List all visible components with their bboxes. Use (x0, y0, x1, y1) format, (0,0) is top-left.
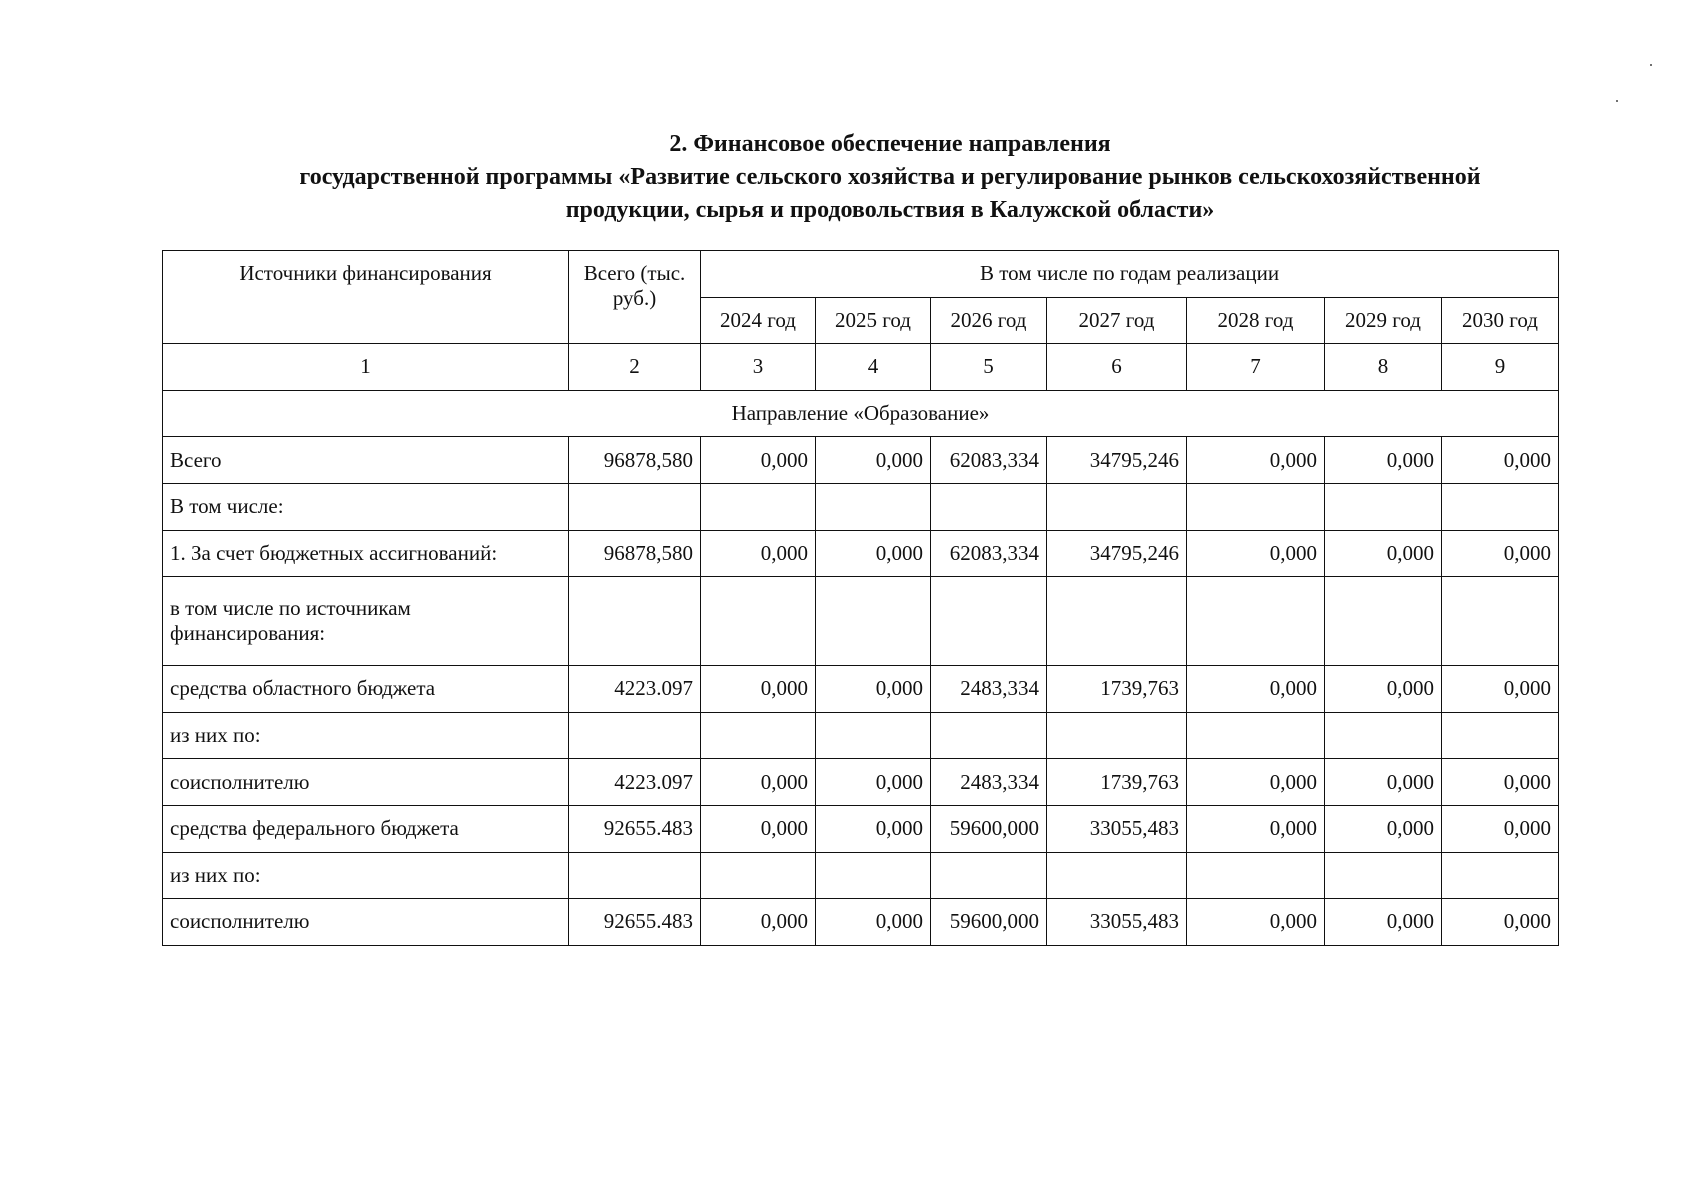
cell-2024 (701, 852, 816, 899)
column-number: 9 (1442, 344, 1559, 391)
cell-total: 92655.483 (569, 805, 701, 852)
cell-total: 96878,580 (569, 437, 701, 484)
cell-2025: 0,000 (816, 666, 931, 713)
cell-2028: 0,000 (1187, 437, 1325, 484)
section-title: Направление «Образование» (163, 390, 1559, 437)
title-line-1: 2. Финансовое обеспечение направления (669, 131, 1111, 157)
row-label: В том числе: (163, 483, 569, 530)
cell-2028 (1187, 577, 1325, 666)
cell-total (569, 577, 701, 666)
cell-2025: 0,000 (816, 437, 931, 484)
header-row-1 (163, 251, 1559, 298)
cell-2030 (1442, 852, 1559, 899)
table-row (163, 805, 1559, 852)
cell-2025: 0,000 (816, 530, 931, 577)
cell-2026: 2483,334 (931, 759, 1047, 806)
column-number: 2 (569, 344, 701, 391)
header-year: 2028 год (1187, 297, 1325, 344)
header-year: 2029 год (1325, 297, 1442, 344)
table-row (163, 759, 1559, 806)
document-title (0, 128, 1690, 227)
cell-2027: 1739,763 (1047, 666, 1187, 713)
cell-total (569, 483, 701, 530)
cell-2030: 0,000 (1442, 530, 1559, 577)
cell-2029: 0,000 (1325, 759, 1442, 806)
cell-2027: 33055,483 (1047, 805, 1187, 852)
cell-2030: 0,000 (1442, 899, 1559, 946)
cell-total: 92655.483 (569, 899, 701, 946)
cell-2028: 0,000 (1187, 666, 1325, 713)
cell-2024 (701, 577, 816, 666)
cell-2024: 0,000 (701, 666, 816, 713)
cell-2026 (931, 577, 1047, 666)
cell-2027: 34795,246 (1047, 437, 1187, 484)
row-label: 1. За счет бюджетных ассигнований: (163, 530, 569, 577)
scan-speck (1616, 100, 1618, 102)
cell-2029: 0,000 (1325, 805, 1442, 852)
cell-2028: 0,000 (1187, 759, 1325, 806)
row-label: средства областного бюджета (163, 666, 569, 713)
table-row (163, 577, 1559, 666)
header-sources: Источники финансирования (163, 251, 569, 344)
table-row (163, 666, 1559, 713)
cell-2030 (1442, 577, 1559, 666)
column-number: 1 (163, 344, 569, 391)
cell-2029: 0,000 (1325, 666, 1442, 713)
cell-2025 (816, 852, 931, 899)
cell-2024: 0,000 (701, 759, 816, 806)
table-row (163, 712, 1559, 759)
row-label: средства федерального бюджета (163, 805, 569, 852)
cell-total: 4223.097 (569, 666, 701, 713)
cell-2027 (1047, 483, 1187, 530)
cell-2027 (1047, 712, 1187, 759)
cell-2028 (1187, 852, 1325, 899)
cell-2027: 1739,763 (1047, 759, 1187, 806)
cell-2025: 0,000 (816, 899, 931, 946)
column-number: 6 (1047, 344, 1187, 391)
cell-2028: 0,000 (1187, 530, 1325, 577)
cell-2028: 0,000 (1187, 899, 1325, 946)
cell-2027: 34795,246 (1047, 530, 1187, 577)
table-row (163, 483, 1559, 530)
cell-2028 (1187, 483, 1325, 530)
cell-total (569, 712, 701, 759)
column-number: 8 (1325, 344, 1442, 391)
cell-2030 (1442, 712, 1559, 759)
header-year: 2027 год (1047, 297, 1187, 344)
cell-2025 (816, 712, 931, 759)
cell-2030 (1442, 483, 1559, 530)
cell-2029: 0,000 (1325, 899, 1442, 946)
cell-2027 (1047, 852, 1187, 899)
row-label: из них по: (163, 712, 569, 759)
cell-2030: 0,000 (1442, 759, 1559, 806)
section-row (163, 390, 1559, 437)
row-label: Всего (163, 437, 569, 484)
cell-2024: 0,000 (701, 437, 816, 484)
cell-total: 4223.097 (569, 759, 701, 806)
row-label: соисполнителю (163, 899, 569, 946)
cell-2025 (816, 483, 931, 530)
cell-2026: 59600,000 (931, 899, 1047, 946)
header-total: Всего (тыс. руб.) (569, 251, 701, 344)
cell-2024: 0,000 (701, 899, 816, 946)
cell-2026: 62083,334 (931, 530, 1047, 577)
column-number: 7 (1187, 344, 1325, 391)
cell-total: 96878,580 (569, 530, 701, 577)
column-number: 4 (816, 344, 931, 391)
cell-2024 (701, 483, 816, 530)
cell-2029 (1325, 577, 1442, 666)
cell-2029 (1325, 852, 1442, 899)
cell-2030: 0,000 (1442, 666, 1559, 713)
cell-2024: 0,000 (701, 805, 816, 852)
cell-total (569, 852, 701, 899)
cell-2025: 0,000 (816, 805, 931, 852)
table-row (163, 852, 1559, 899)
cell-2029 (1325, 712, 1442, 759)
cell-2028: 0,000 (1187, 805, 1325, 852)
row-label: в том числе по источникам финансирования: (163, 577, 569, 666)
column-number: 3 (701, 344, 816, 391)
column-number: 5 (931, 344, 1047, 391)
column-number-row (163, 344, 1559, 391)
scan-speck (1650, 64, 1652, 66)
cell-2026: 2483,334 (931, 666, 1047, 713)
cell-2027: 33055,483 (1047, 899, 1187, 946)
cell-2026 (931, 852, 1047, 899)
cell-2026: 59600,000 (931, 805, 1047, 852)
cell-2025: 0,000 (816, 759, 931, 806)
cell-2026 (931, 712, 1047, 759)
header-year: 2026 год (931, 297, 1047, 344)
cell-2029: 0,000 (1325, 437, 1442, 484)
table-row (163, 530, 1559, 577)
header-year: 2025 год (816, 297, 931, 344)
cell-2030: 0,000 (1442, 437, 1559, 484)
cell-2026: 62083,334 (931, 437, 1047, 484)
header-year: 2030 год (1442, 297, 1559, 344)
cell-2029 (1325, 483, 1442, 530)
cell-2028 (1187, 712, 1325, 759)
row-label: соисполнителю (163, 759, 569, 806)
table-row (163, 899, 1559, 946)
financing-table (162, 250, 1559, 946)
cell-2027 (1047, 577, 1187, 666)
cell-2024: 0,000 (701, 530, 816, 577)
cell-2025 (816, 577, 931, 666)
cell-2026 (931, 483, 1047, 530)
header-year: 2024 год (701, 297, 816, 344)
table-row (163, 437, 1559, 484)
cell-2029: 0,000 (1325, 530, 1442, 577)
cell-2030: 0,000 (1442, 805, 1559, 852)
row-label: из них по: (163, 852, 569, 899)
title-line-2: государственной программы «Развитие сельского хозяйства и регулирование рынков сельскохозяйственной (299, 164, 1481, 190)
header-by-years: В том числе по годам реализации (701, 251, 1559, 298)
cell-2024 (701, 712, 816, 759)
title-line-3: продукции, сырья и продовольствия в Калужской области» (565, 197, 1215, 223)
